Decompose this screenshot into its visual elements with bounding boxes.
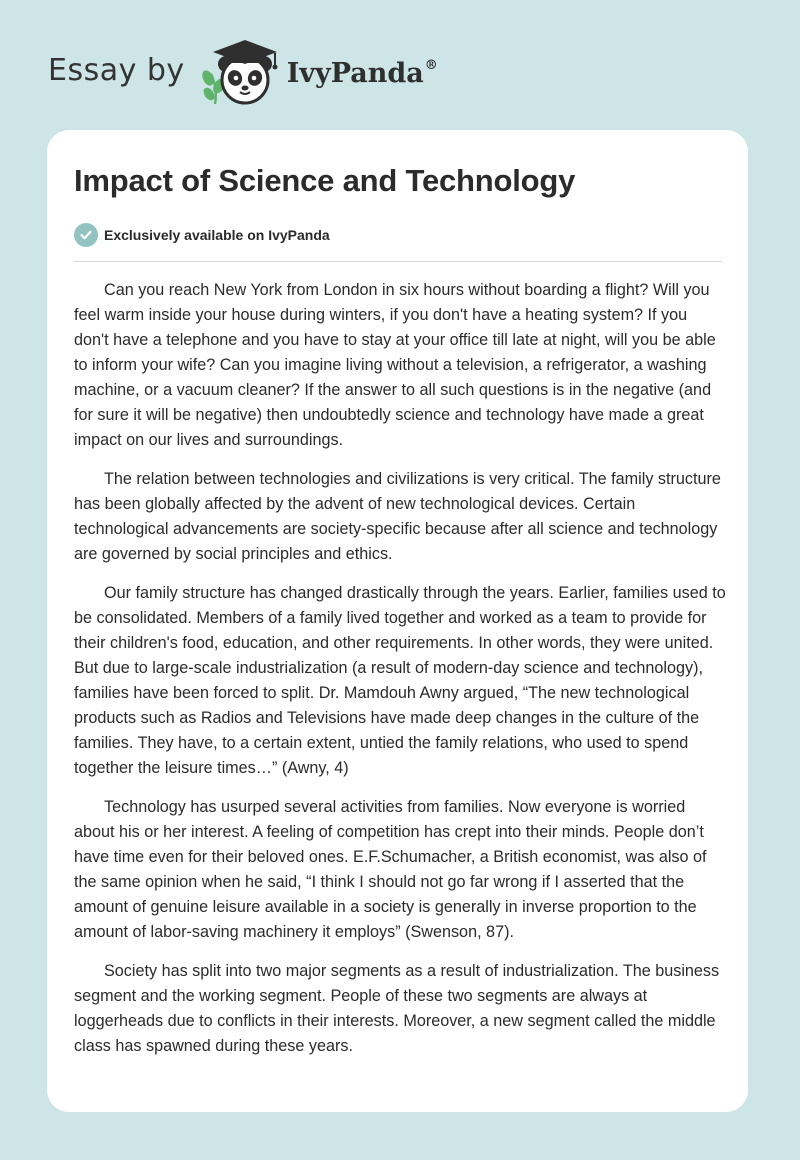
brand-name[interactable]: IvyPanda® (286, 57, 438, 89)
brand-prefix: Essay by (48, 52, 185, 88)
exclusive-badge (74, 223, 330, 247)
paragraph: Can you reach New York from London in six hours without boarding a flight? Will you feel warm inside your house during winters, if you don't have a heating system? If you don't have a telephone and you have to stay at your office till late at night, will you be able to inform your wife? Can you imagine living without a television, a refrigerator, a washing machine, or a vacuum cleaner? If the answer to all such questions is in the negative (and for sure it will be negative) then undoubtedly science and technology have made a great impact on our lives and surroundings. (74, 281, 716, 449)
paragraph: Our family structure has changed drastically through the years. Earlier, families used to be consolidated. Members of a family lived together and worked as a team to provide for their children's food, education, and other requirements. In other words, they were united. But due to large-scale industrialization (a result of modern-day science and technology), families have been forced to split. Dr. Mamdouh Awny argued, “The new technological products such as Radios and Televisions have made deep changes in the culture of the families. They have, to a certain extent, untied the family relations, who used to spend together the leisure times…” (Awny, 4) (74, 584, 726, 777)
essay-body (74, 278, 726, 1073)
registered-mark: ® (424, 57, 438, 73)
divider (74, 261, 722, 262)
paragraph: Technology has usurped several activities from families. Now everyone is worried about his or her interest. A feeling of competition has crept into their minds. People don’t have time even for their beloved ones. E.F.Schumacher, a British economist, was also of the same opinion when he said, “I think I should not go far wrong if I asserted that the amount of genuine leisure available in a society is generally in inverse proportion to the amount of labor-saving machinery it employs” (Swenson, 87). (74, 798, 707, 941)
page-title: Impact of Science and Technology (74, 163, 576, 198)
badge-text: Exclusively available on IvyPanda (104, 227, 330, 243)
paragraph: Society has split into two major segments as a result of industrialization. The business segment and the working segment. People of these two segments are always at loggerheads due to conflicts in their interests. Moreover, a new segment called the middle class has spawned during these years. (74, 962, 720, 1055)
essay-card (47, 130, 748, 1112)
paragraph: The relation between technologies and civilizations is very critical. The family structure has been globally affected by the advent of new technological devices. Certain technological advancements are society-specific because after all science and technology are governed by social principles and ethics. (74, 470, 721, 563)
check-circle-icon (74, 223, 98, 247)
site-header (48, 34, 438, 110)
panda-graduate-logo-icon[interactable] (195, 34, 291, 110)
